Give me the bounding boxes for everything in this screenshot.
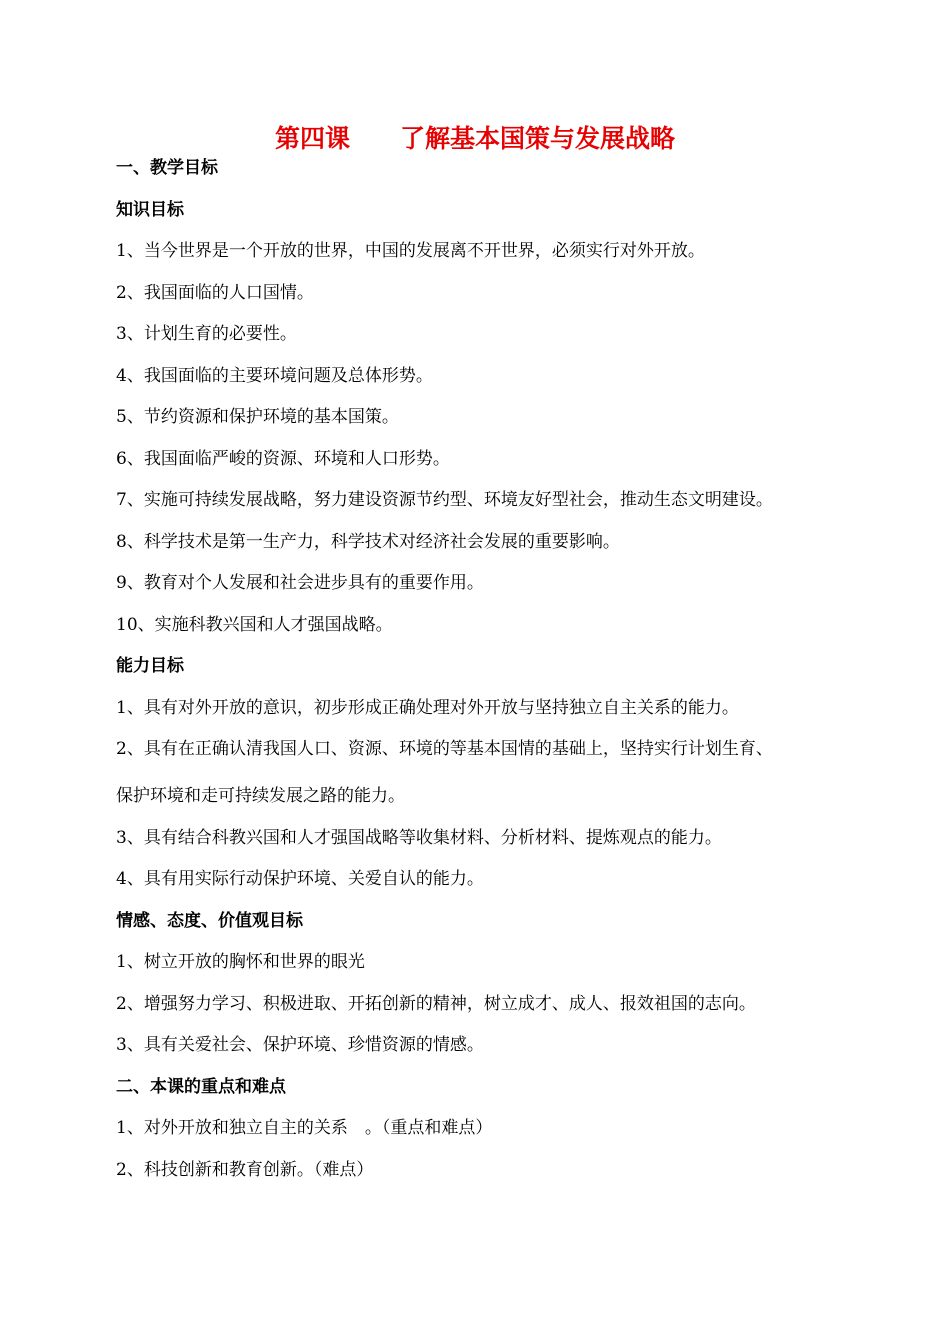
ability-item: 1、具有对外开放的意识，初步形成正确处理对外开放与坚持独立自主关系的能力。 — [116, 698, 739, 718]
subheading-ability-goals: 能力目标 — [116, 656, 184, 676]
knowledge-item: 6、我国面临严峻的资源、环境和人口形势。 — [116, 449, 450, 469]
key-point-item: 2、科技创新和教育创新。（难点） — [116, 1160, 374, 1180]
knowledge-item: 10、实施科教兴国和人才强国战略。 — [116, 615, 393, 635]
ability-item-continuation: 保护环境和走可持续发展之路的能力。 — [116, 786, 405, 806]
key-point-item: 1、对外开放和独立自主的关系 。（重点和难点） — [116, 1118, 493, 1138]
knowledge-item: 5、节约资源和保护环境的基本国策。 — [116, 407, 399, 427]
ability-item: 4、具有用实际行动保护环境、关爱自认的能力。 — [116, 869, 484, 889]
section-heading-teaching-goals: 一、教学目标 — [116, 158, 218, 178]
ability-item: 3、具有结合科教兴国和人才强国战略等收集材料、分析材料、提炼观点的能力。 — [116, 828, 722, 848]
subheading-values-goals: 情感、态度、价值观目标 — [116, 911, 303, 931]
knowledge-item: 9、教育对个人发展和社会进步具有的重要作用。 — [116, 573, 484, 593]
section-heading-key-points: 二、本课的重点和难点 — [116, 1077, 286, 1097]
subheading-knowledge-goals: 知识目标 — [116, 200, 184, 220]
knowledge-item: 2、我国面临的人口国情。 — [116, 283, 314, 303]
knowledge-item: 3、计划生育的必要性。 — [116, 324, 297, 344]
knowledge-item: 8、科学技术是第一生产力，科学技术对经济社会发展的重要影响。 — [116, 532, 620, 552]
values-item: 1、树立开放的胸怀和世界的眼光 — [116, 952, 365, 972]
ability-item: 2、具有在正确认清我国人口、资源、环境的等基本国情的基础上，坚持实行计划生育、 — [116, 739, 773, 759]
knowledge-item: 1、当今世界是一个开放的世界，中国的发展离不开世界，必须实行对外开放。 — [116, 241, 705, 261]
lesson-title: 第四课 了解基本国策与发展战略 — [274, 124, 675, 153]
values-item: 2、增强努力学习、积极进取、开拓创新的精神，树立成才、成人、报效祖国的志向。 — [116, 994, 756, 1014]
values-item: 3、具有关爱社会、保护环境、珍惜资源的情感。 — [116, 1035, 484, 1055]
knowledge-item: 7、实施可持续发展战略，努力建设资源节约型、环境友好型社会，推动生态文明建设。 — [116, 490, 773, 510]
knowledge-item: 4、我国面临的主要环境问题及总体形势。 — [116, 366, 433, 386]
